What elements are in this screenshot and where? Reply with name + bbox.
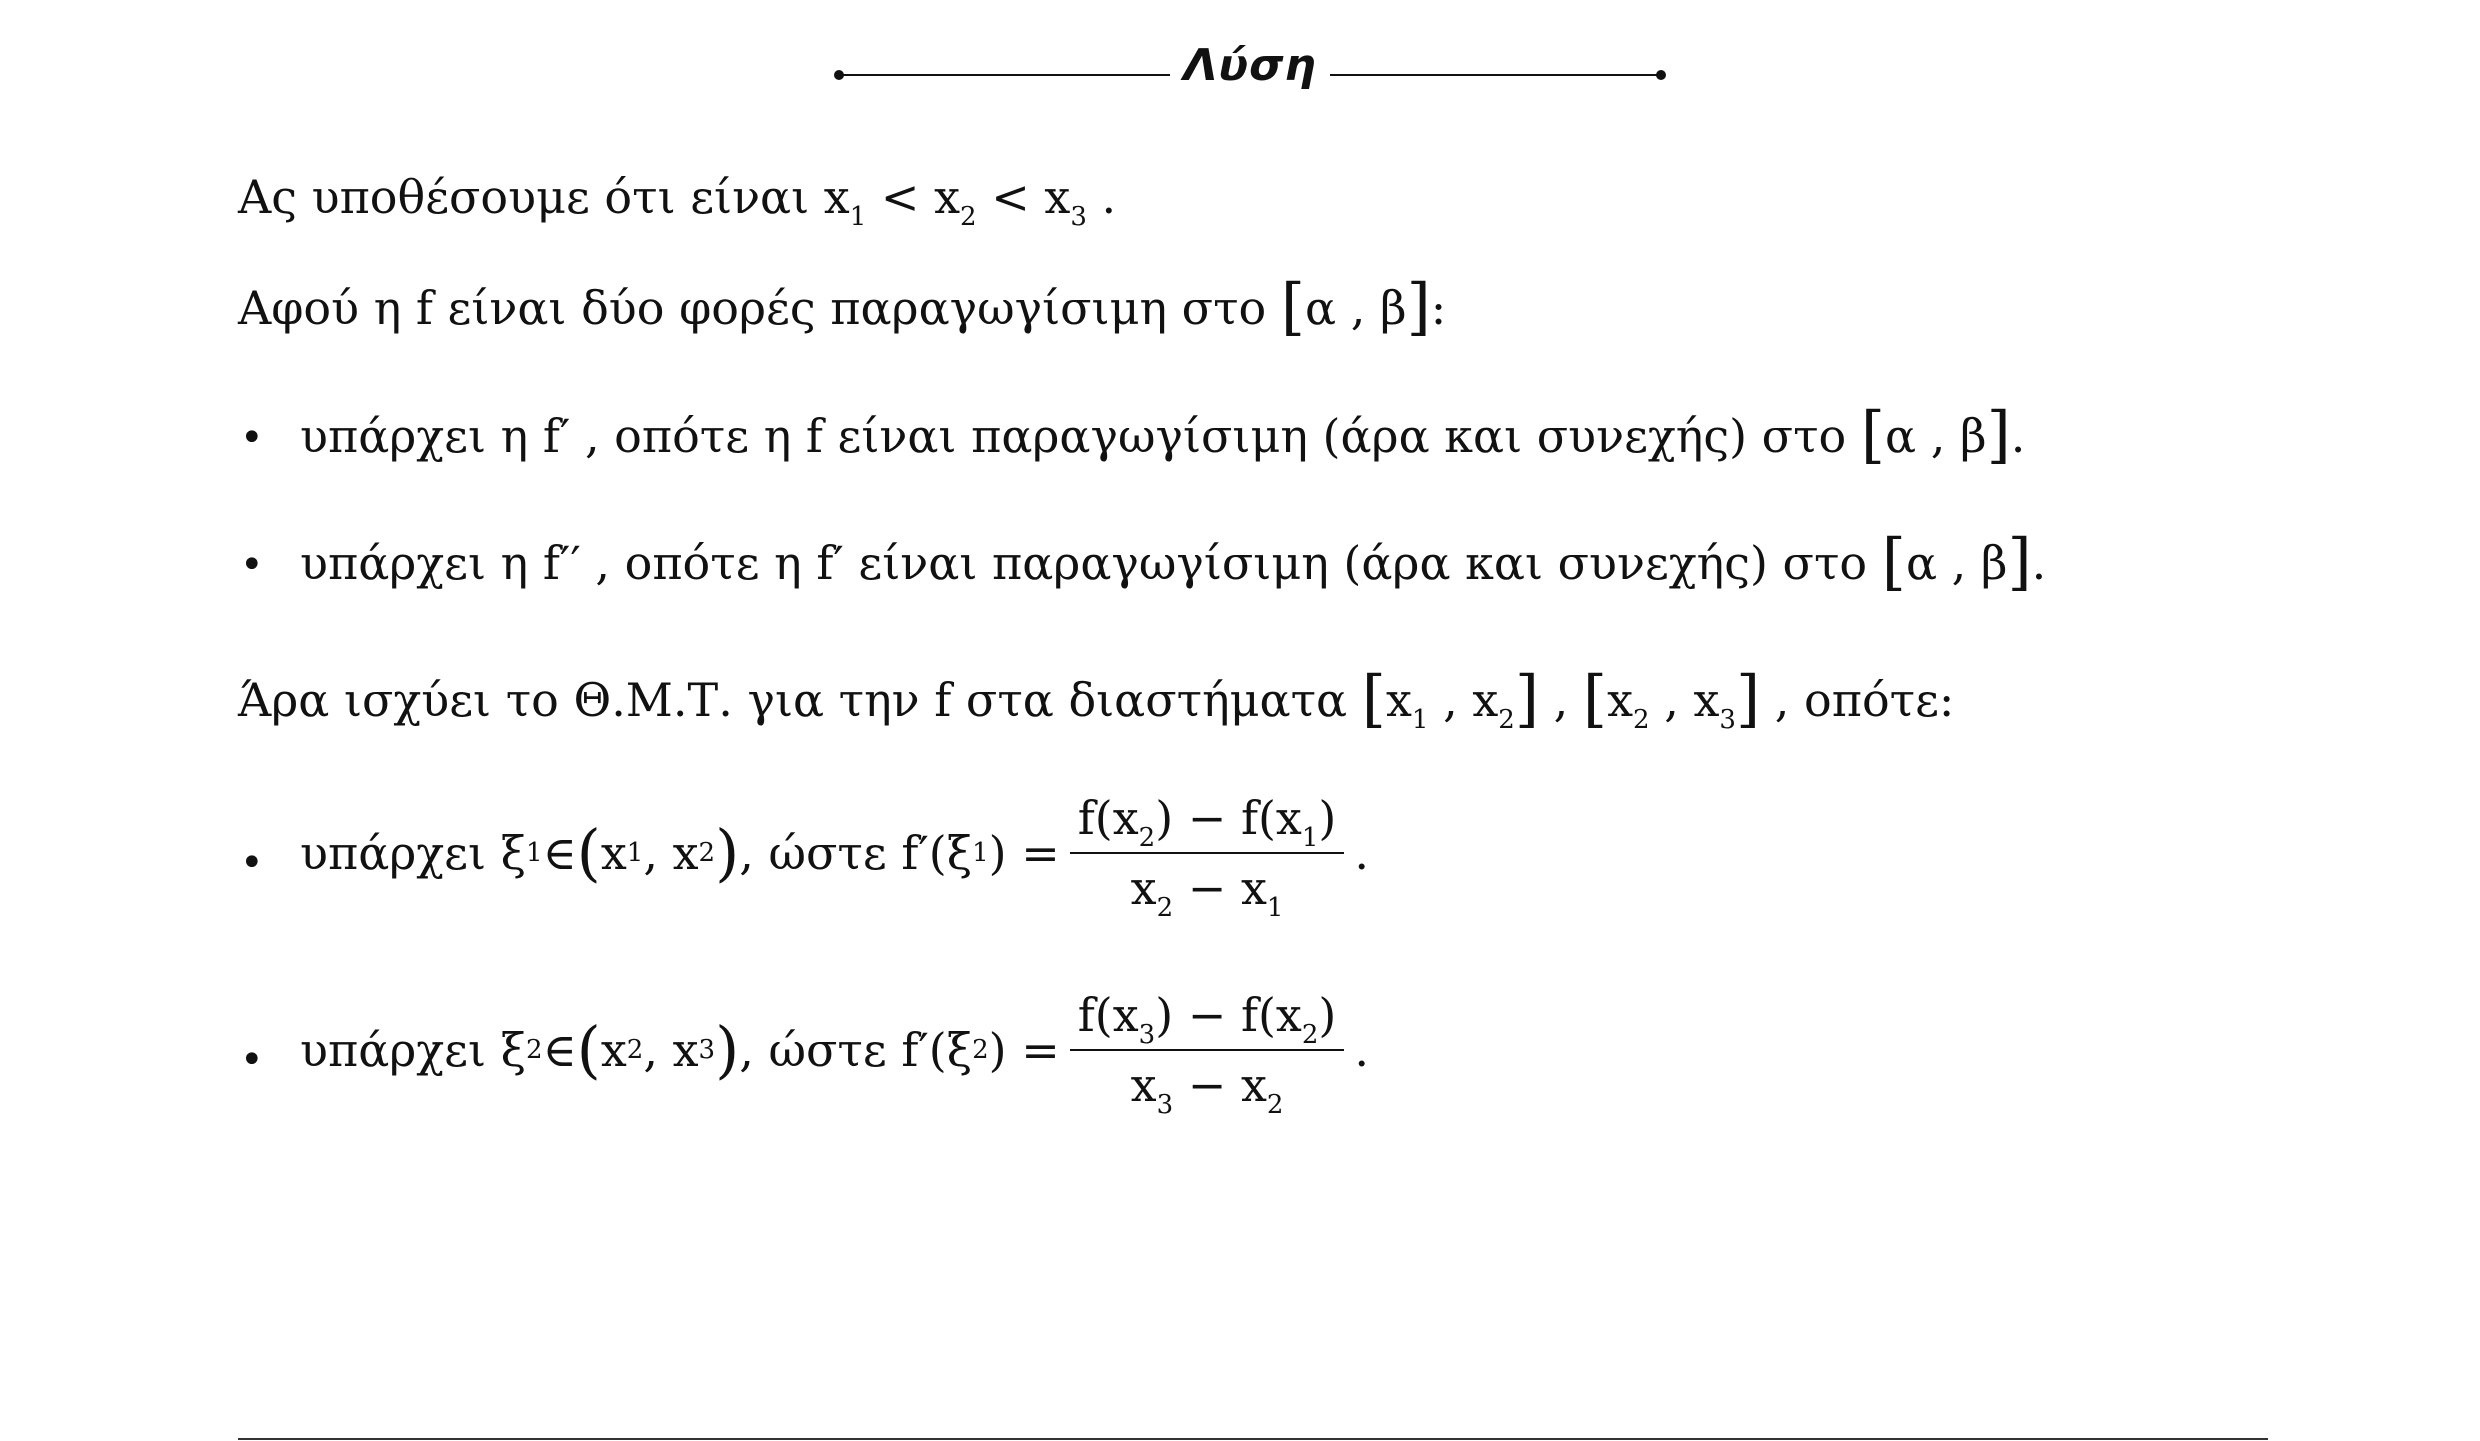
punct: .: [2031, 536, 2047, 590]
interval: α , β: [1305, 281, 1407, 335]
heading-right-rule: [1330, 74, 1660, 76]
bracket-open: [: [1280, 270, 1306, 343]
math-eq: ) =: [988, 1023, 1060, 1077]
bracket-open: [: [1361, 662, 1386, 735]
math-lt: < x: [866, 170, 961, 224]
math-x: , x: [643, 1023, 699, 1077]
sub: 3: [1156, 1090, 1174, 1120]
math-x: x: [1385, 673, 1412, 727]
fraction: [1070, 790, 1345, 923]
bullet-icon: •: [240, 415, 264, 461]
math-x: , x: [643, 826, 699, 880]
math-in: ∈: [542, 1023, 577, 1077]
fraction-numerator: [1070, 987, 1345, 1051]
num-part: f(x: [1077, 791, 1139, 845]
solution-heading: [830, 40, 1670, 100]
math-x: x: [823, 170, 850, 224]
fraction-numerator: [1070, 790, 1345, 854]
sub: 1: [1301, 823, 1319, 853]
mvt-line: [238, 662, 1955, 735]
num-part: f(x: [1077, 988, 1139, 1042]
fraction-denominator: [1130, 854, 1284, 923]
bullet-text: υπάρχει η f′ , οπότε η f είναι παραγωγίσιμη (άρα και συνεχής) στο: [300, 409, 1847, 463]
sub: 1: [1266, 893, 1284, 923]
punct: .: [1086, 170, 1117, 224]
sub: 2: [1301, 1020, 1319, 1050]
bullet-xi2: υπάρχει ξ 2 ∈ ( x 2 , x 3 ) , ώστε f′(ξ 2 ) = $\frac{f(x_3) - f(x_2)}{x_3 - x_2}$ .: [300, 988, 1369, 1120]
bracket-open: [: [1881, 525, 1906, 598]
bracket-open: [: [1860, 398, 1886, 471]
punct: , οπότε:: [1760, 673, 1955, 727]
sub: 1: [1411, 705, 1429, 735]
sub: 1: [849, 202, 867, 232]
bracket-close: ]: [1406, 270, 1431, 343]
fraction-denominator: [1130, 1051, 1284, 1120]
heading-title: Λύση: [1183, 40, 1317, 91]
num-part: ) − f(x: [1155, 791, 1302, 845]
mvt-text: Άρα ισχύει το Θ.Μ.Τ. για την f στα διαστήματα: [238, 673, 1348, 727]
interval: α , β: [1905, 536, 2008, 590]
bracket-close: ]: [1514, 662, 1540, 735]
math-x: x: [1607, 673, 1634, 727]
punct: .: [1354, 1023, 1369, 1077]
heading-right-dot: [1656, 70, 1666, 80]
bullet-text: υπάρχει ξ: [300, 826, 527, 880]
sub: 2: [1138, 823, 1156, 853]
den-part: − x: [1173, 1058, 1267, 1112]
assumption-text: Ας υποθέσουμε ότι είναι: [238, 170, 810, 224]
bracket-close: ]: [1735, 662, 1761, 735]
bullet-icon: •: [240, 542, 264, 588]
bullet-text: , ώστε f′(ξ: [739, 826, 973, 880]
bullet-second-derivative: [300, 525, 2047, 598]
math-x: , x: [1428, 673, 1499, 727]
fraction: [1070, 987, 1345, 1120]
sub: 3: [1070, 202, 1087, 232]
den-part: − x: [1173, 861, 1267, 915]
math-in: ∈: [542, 826, 577, 880]
bullet-xi1: υπάρχει ξ 1 ∈ ( x 1 , x 2 ) , ώστε f′(ξ 1 ) = $\frac{f(x_2) - f(x_1)}{x_2 - x_1}$ .: [300, 791, 1369, 923]
bullet-text: υπάρχει ξ: [300, 1023, 527, 1077]
num-part: ) − f(x: [1155, 988, 1302, 1042]
sub: 2: [1498, 705, 1515, 735]
heading-left-rule: [840, 74, 1170, 76]
bullet-text: , ώστε f′(ξ: [739, 1023, 973, 1077]
assumption-math: [823, 170, 1117, 232]
bullet-icon: •: [240, 840, 264, 886]
bracket-close: ]: [1986, 398, 2011, 471]
sub: 2: [960, 202, 977, 232]
punct: .: [1354, 826, 1369, 880]
bracket-open: [: [1582, 662, 1608, 735]
sub: 3: [1719, 705, 1736, 735]
num-part: ): [1318, 791, 1337, 845]
bullet-first-derivative: [300, 398, 2026, 471]
bullet-text: υπάρχει η f′′ , οπότε η f′ είναι παραγωγίσιμη (άρα και συνεχής) στο: [300, 536, 1868, 590]
differentiable-text: Αφού η f είναι δύο φορές παραγωγίσιμη στο: [238, 281, 1267, 335]
math-x: x: [600, 826, 627, 880]
den-part: x: [1130, 1058, 1157, 1112]
punct: .: [2010, 409, 2026, 463]
math-x: x: [600, 1023, 627, 1077]
differentiable-line: [238, 270, 1447, 343]
den-part: x: [1130, 861, 1157, 915]
sub: 2: [1266, 1090, 1284, 1120]
sub: 2: [1633, 705, 1650, 735]
num-part: ): [1318, 988, 1337, 1042]
bullet-icon: •: [240, 1037, 264, 1083]
math-lt: < x: [976, 170, 1071, 224]
punct: ,: [1539, 673, 1583, 727]
assumption-line: [238, 167, 1117, 232]
footer-rule: [238, 1438, 2268, 1440]
punct: :: [1430, 281, 1447, 335]
interval: α , β: [1885, 409, 1987, 463]
math-x: , x: [1649, 673, 1720, 727]
sub: 2: [1156, 893, 1174, 923]
math-eq: ) =: [988, 826, 1060, 880]
sub: 3: [1138, 1020, 1156, 1050]
bracket-close: ]: [2007, 525, 2032, 598]
